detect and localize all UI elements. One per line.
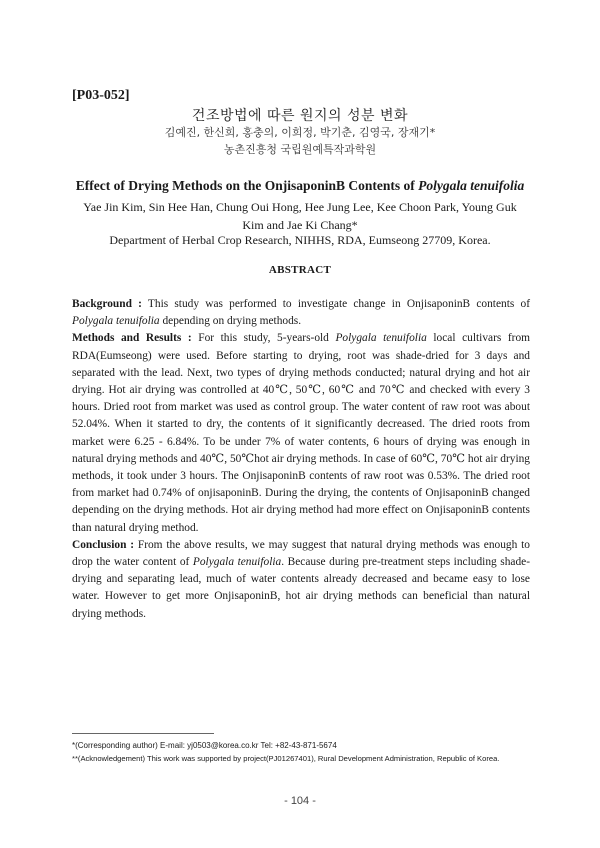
abstract-code: [P03-052]	[72, 88, 130, 103]
footnote-acknowledgement: **(Acknowledgement) This work was supported by project(PJ01267401), Rural Development Administration, Republic of Korea.	[72, 754, 500, 763]
english-title-text: Effect of Drying Methods on the OnjisaponinB Contents of	[75, 178, 419, 193]
background-text-b: depending on drying methods.	[159, 315, 302, 328]
conclusion-label: Conclusion :	[72, 538, 135, 551]
korean-title: 건조방법에 따른 원지의 성분 변화	[191, 108, 409, 124]
methods-paragraph	[72, 330, 530, 536]
abstract-heading: ABSTRACT	[268, 264, 332, 276]
english-authors: Yae Jin Kim, Sin Hee Han, Chung Oui Hong, Hee Jung Lee, Kee Choon Park, Young Guk Kim and Jae Ki Chang*	[83, 200, 517, 232]
footnote-corresponding: *(Corresponding author) E-mail: yj0503@korea.co.kr Tel: +82-43-871-5674	[72, 741, 337, 750]
footnote-divider	[72, 733, 214, 734]
background-text-a: This study was performed to investigate change in OnjisaponinB contents of	[141, 298, 530, 310]
korean-affiliation: 농촌진흥청 국립원예특작과학원	[223, 143, 377, 156]
english-title-species: Polygala tenuifolia	[418, 178, 525, 193]
methods-label: Methods and Results :	[72, 332, 192, 345]
conclusion-text-a: From the above results, we may suggest that natural drying methods was enough to drop the water content of	[72, 538, 530, 569]
english-title	[40, 178, 560, 194]
background-label: Background :	[72, 298, 142, 310]
background-species: Polygala tenuifolia	[72, 315, 160, 328]
korean-authors: 김예진, 한신희, 홍충의, 이희정, 박기춘, 김영국, 장재기*	[164, 126, 436, 139]
english-affiliation: Department of Herbal Crop Research, NIHHS, RDA, Eumseong 27709, Korea.	[109, 233, 491, 247]
methods-text-a: For this study, 5-years-old	[191, 332, 336, 345]
methods-species: Polygala tenuifolia	[335, 332, 427, 345]
abstract-body	[72, 296, 530, 623]
background-paragraph	[72, 296, 530, 330]
methods-text-b: local cultivars from RDA(Eumseong) were used. Before starting to drying, root was shade-dried for 3 days and separated with the lead. Next, two types of drying methods conducted; natural drying and hot air drying. Hot air drying was controlled at 40℃, 50℃, 60℃ and 70℃ and checked with every 3 hours. Dried root from market was used as control group. The water content of raw root was about 52.04%. When it started to dry, the contents of it significantly decreased. The dried roots from market were 6.25 - 6.84%. To be under 7% of water contents, 6 hours of drying was enough in natural drying methods and 40℃, 50℃hot air drying methods. In case of 60℃, 70℃ hot air drying methods, it took under 3 hours. The OnjisaponinB contents of raw root was 0.53%. The dried root from market had 0.74% of onjisaponinB. During the drying, the contents of OnjisaponinB changed depending on the drying methods. Hot air drying method had more effect on OnjisaponinB contents than natural drying method.	[72, 332, 530, 534]
conclusion-paragraph	[72, 537, 530, 623]
conclusion-text-b: . Because during pre-treatment steps including shade-drying and separating lead, much of water contents already decreased and became easy to lose water. However to get more OnjisaponinB, hot air drying methods can beneficial than natural drying methods.	[72, 556, 530, 620]
conclusion-species: Polygala tenuifolia	[192, 556, 282, 569]
page-number: - 104 -	[284, 795, 316, 807]
